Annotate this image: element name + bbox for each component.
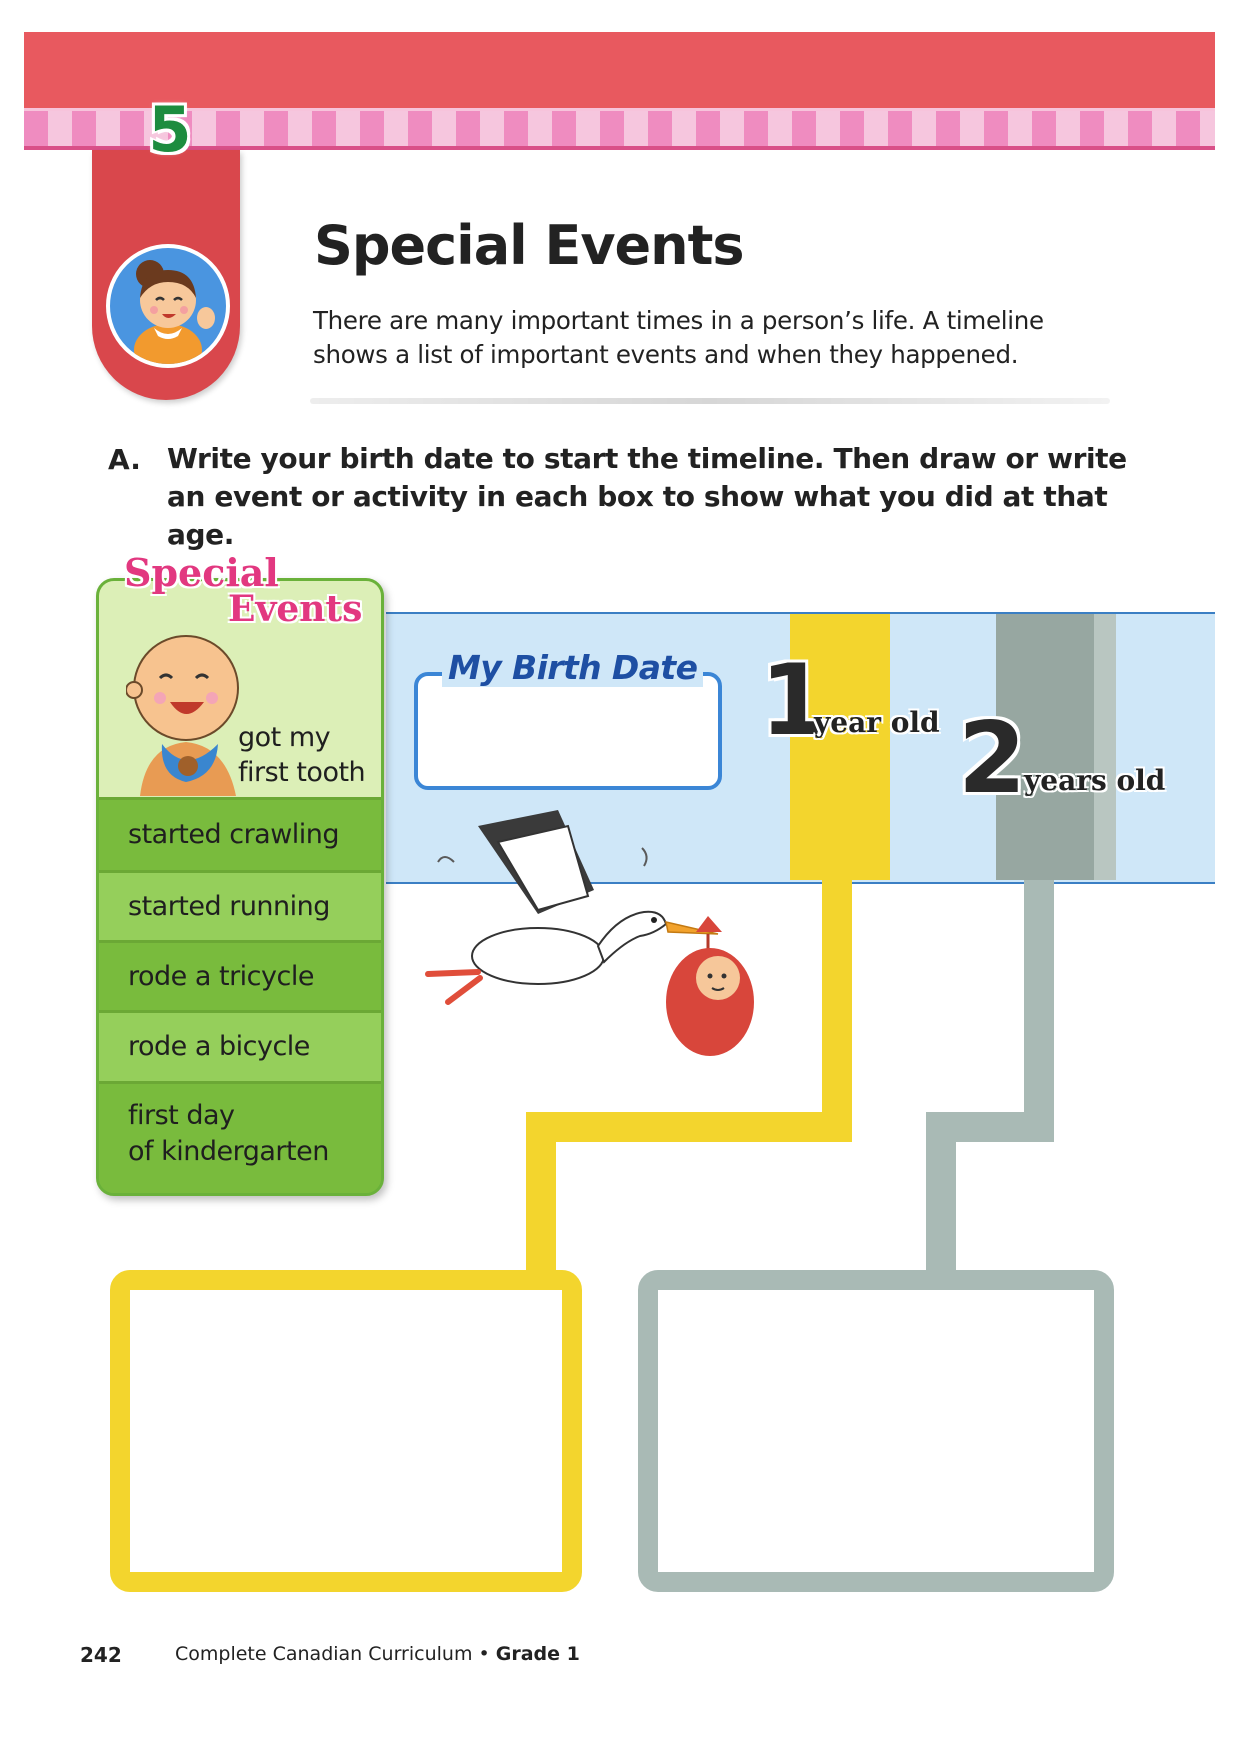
event-first-tooth-line2: first tooth	[238, 757, 366, 788]
age1-connector-vertical	[822, 880, 852, 1142]
footer-credit	[175, 1643, 580, 1665]
baby-icon	[126, 626, 246, 796]
stork-illustration	[418, 806, 778, 1066]
event-rode-tricycle: rode a tricycle	[99, 943, 381, 1010]
age2-connector-drop	[926, 1112, 956, 1284]
age1-connector-horizontal	[526, 1112, 852, 1142]
intro-divider	[310, 398, 1110, 404]
event-started-crawling: started crawling	[99, 800, 381, 870]
age2-answer-box[interactable]	[638, 1270, 1114, 1592]
unit-number: 5	[148, 93, 192, 166]
birth-date-input-box[interactable]	[414, 672, 722, 790]
instruction-text: Write your birth date to start the timeline. Then draw or write an event or activity in each box to show what you did at that age.	[167, 442, 1127, 551]
event-rode-bicycle: rode a bicycle	[99, 1013, 381, 1081]
footer-book: Complete Canadian Curriculum	[175, 1643, 473, 1665]
birth-date-label: My Birth Date	[442, 648, 703, 687]
panel-title-line2: Events	[228, 588, 363, 630]
footer-grade: Grade 1	[495, 1643, 580, 1665]
age1-label: year old	[814, 706, 940, 739]
page-title: Special Events	[314, 214, 744, 277]
event-started-running: started running	[99, 873, 381, 940]
girl-illustration	[106, 244, 230, 368]
page-number: 242	[80, 1643, 122, 1667]
age2-column-shade	[1094, 614, 1116, 880]
age2-connector-vertical	[1024, 880, 1054, 1142]
event-kindergarten-line1: first day	[128, 1100, 235, 1131]
panel-title-line1: Special	[124, 550, 279, 595]
age1-number: 1	[760, 644, 829, 758]
event-first-tooth	[238, 720, 365, 790]
intro-text: There are many important times in a person’s life. A timeline shows a list of important events and when they happened.	[313, 306, 1044, 369]
event-first-day-kindergarten	[99, 1084, 381, 1193]
instruction-letter: A.	[108, 443, 141, 476]
age1-connector-drop	[526, 1112, 556, 1284]
event-first-tooth-line1: got my	[238, 722, 331, 753]
baby-illustration	[126, 626, 246, 796]
age2-number: 2	[958, 702, 1027, 816]
age2-label: years old	[1024, 764, 1166, 797]
header-band	[24, 32, 1215, 108]
header-stripe	[24, 108, 1215, 150]
girl-icon	[110, 248, 226, 364]
event-kindergarten-line2: of kindergarten	[128, 1136, 329, 1167]
age1-answer-box[interactable]	[110, 1270, 582, 1592]
stork-icon	[418, 806, 778, 1066]
footer-separator: •	[472, 1643, 496, 1665]
